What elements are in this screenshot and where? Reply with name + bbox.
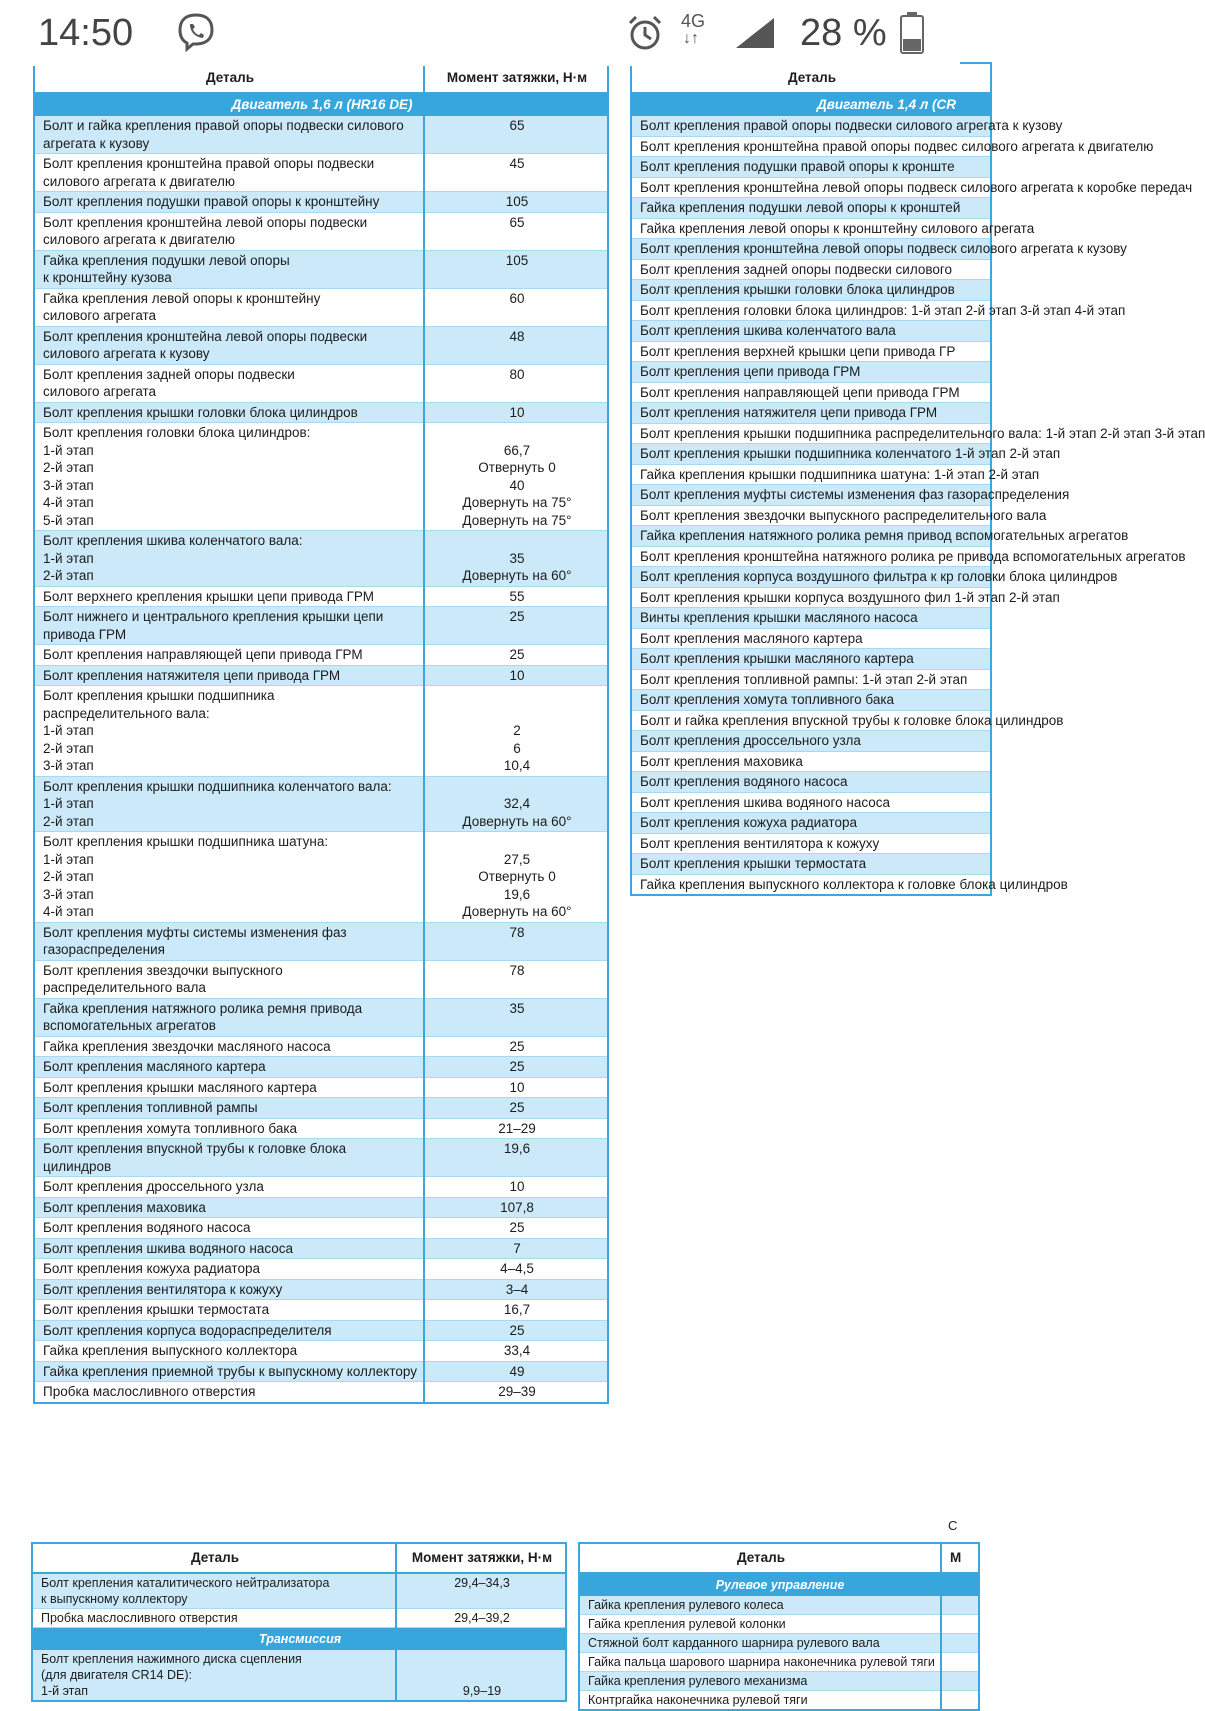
detail-cell: Гайка крепления левой опоры к кронштейну силового агрегата xyxy=(631,218,991,239)
detail-cell: Болт крепления дроссельного узла xyxy=(34,1177,424,1198)
table-row xyxy=(579,1596,979,1615)
detail-cell: Гайка крепления приемной трубы к выпускному коллектору xyxy=(34,1361,424,1382)
table-row xyxy=(631,362,991,383)
table-row xyxy=(34,1341,608,1362)
detail-cell: Стяжной болт карданного шарнира рулевого вала xyxy=(579,1634,941,1653)
table-row xyxy=(631,751,991,772)
detail-cell: Болт крепления задней опоры подвески силового xyxy=(631,259,991,280)
table-row xyxy=(631,546,991,567)
detail-cell: Болт крепления кожуха радиатора xyxy=(34,1259,424,1280)
table-row xyxy=(631,485,991,506)
torque-value-cell: 10 xyxy=(424,1077,608,1098)
torque-value-cell: 19,6 xyxy=(424,1139,608,1177)
detail-cell: Гайка крепления звездочки масляного насоса xyxy=(34,1036,424,1057)
detail-cell: Гайка крепления крышки подшипника шатуна: 1-й этап 2-й этап xyxy=(631,464,991,485)
column-header-torque: Момент затяжки, Н·м xyxy=(424,63,608,93)
table-row xyxy=(34,665,608,686)
table-row xyxy=(579,1691,979,1711)
torque-value-cell: 7 xyxy=(424,1238,608,1259)
torque-value-cell: 10 xyxy=(424,665,608,686)
detail-cell: Болт крепления подушки правой опоры к кронштейну xyxy=(34,192,424,213)
detail-cell: Болт крепления шкива коленчатого вала xyxy=(631,321,991,342)
detail-cell: Гайка крепления подушки левой опоры к кронштей xyxy=(631,198,991,219)
detail-cell: Болт крепления крышки подшипника шатуна: 1-й этап 2-й этап 3-й этап 4-й этап xyxy=(34,832,424,923)
table-row xyxy=(631,690,991,711)
torque-value-cell: 32,4 Довернуть на 60° xyxy=(424,776,608,832)
detail-cell: Гайка крепления выпускного коллектора xyxy=(34,1341,424,1362)
detail-cell: Болт крепления вентилятора к кожуху xyxy=(34,1279,424,1300)
table-row xyxy=(631,833,991,854)
table-row xyxy=(34,250,608,288)
detail-cell: Болт крепления шкива коленчатого вала: 1-й этап 2-й этап xyxy=(34,531,424,587)
detail-cell: Болт крепления крышки термостата xyxy=(631,854,991,875)
table-row xyxy=(631,444,991,465)
table-row xyxy=(34,960,608,998)
table-row xyxy=(579,1672,979,1691)
detail-cell: Пробка маслосливного отверстия xyxy=(34,1382,424,1403)
table-row xyxy=(631,218,991,239)
detail-cell: Болт крепления подушки правой опоры к кронште xyxy=(631,157,991,178)
table-row xyxy=(34,776,608,832)
table-row xyxy=(631,116,991,136)
detail-cell: Болт крепления крышки головки блока цилиндров xyxy=(631,280,991,301)
torque-table-cr14 xyxy=(630,62,1205,896)
table-row xyxy=(34,922,608,960)
torque-value-cell: 60 xyxy=(424,288,608,326)
column-header-detail: Деталь xyxy=(34,63,424,93)
detail-cell: Болт крепления дроссельного узла xyxy=(631,731,991,752)
detail-cell: Болт крепления впускной трубы к головке блока цилиндров xyxy=(34,1139,424,1177)
table-row xyxy=(631,341,991,362)
torque-value-cell: 105 xyxy=(424,192,608,213)
table-row xyxy=(34,1139,608,1177)
torque-value-cell: 25 xyxy=(424,1057,608,1078)
section-header: Рулевое управление xyxy=(579,1573,979,1596)
column-header-detail: Деталь xyxy=(32,1543,396,1573)
torque-value-cell: 80 xyxy=(424,364,608,402)
detail-cell: Болт крепления крышки корпуса воздушного фил 1-й этап 2-й этап xyxy=(631,587,991,608)
column-header-detail: Деталь xyxy=(631,63,991,93)
detail-cell: Болт крепления направляющей цепи привода ГРМ xyxy=(631,382,991,403)
detail-cell: Болт крепления звездочки выпускного распределительного вала xyxy=(631,505,991,526)
torque-value-cell: 16,7 xyxy=(424,1300,608,1321)
torque-table-steering xyxy=(578,1542,980,1711)
table-row xyxy=(34,607,608,645)
table-row xyxy=(631,649,991,670)
detail-cell: Болт крепления топливной рампы: 1-й этап 2-й этап xyxy=(631,669,991,690)
table-row xyxy=(631,177,991,198)
table-row xyxy=(631,567,991,588)
alarm-icon xyxy=(626,14,664,52)
torque-value-cell xyxy=(941,1653,979,1672)
table-row xyxy=(631,731,991,752)
viber-icon xyxy=(176,12,216,52)
torque-value-cell: 27,5 Отвернуть 0 19,6 Довернуть на 60° xyxy=(424,832,608,923)
detail-cell: Болт крепления муфты системы изменения фаз газораспределения xyxy=(34,922,424,960)
table-row xyxy=(34,212,608,250)
detail-cell: Болт крепления натяжителя цепи привода ГРМ xyxy=(631,403,991,424)
detail-cell: Болт крепления крышки масляного картера xyxy=(34,1077,424,1098)
table-row xyxy=(34,1238,608,1259)
torque-table-misc xyxy=(31,1542,567,1702)
detail-cell: Болт крепления хомута топливного бака xyxy=(34,1118,424,1139)
torque-value-cell: 29,4–39,2 xyxy=(396,1609,566,1628)
detail-cell: Болт крепления крышки подшипника распределительного вала: 1-й этап 2-й этап 3-й этап xyxy=(34,686,424,777)
detail-cell: Гайка крепления рулевого механизма xyxy=(579,1672,941,1691)
torque-value-cell: 78 xyxy=(424,922,608,960)
torque-value-cell: 66,7 Отвернуть 0 40 Довернуть на 75° Довернуть на 75° xyxy=(424,423,608,531)
torque-value-cell: 55 xyxy=(424,586,608,607)
table-row xyxy=(579,1653,979,1672)
torque-value-cell: 29,4–34,3 xyxy=(396,1573,566,1609)
detail-cell: Болт крепления кронштейна левой опоры подвески силового агрегата к кузову xyxy=(34,326,424,364)
table-row xyxy=(34,423,608,531)
torque-table-hr16 xyxy=(33,62,609,1404)
table-row xyxy=(34,288,608,326)
torque-value-cell: 107,8 xyxy=(424,1197,608,1218)
detail-cell: Болт крепления крышки подшипника коленчатого вала: 1-й этап 2-й этап xyxy=(34,776,424,832)
status-time: 14:50 xyxy=(38,12,134,54)
torque-value-cell xyxy=(941,1634,979,1653)
table-row xyxy=(631,321,991,342)
table-row xyxy=(34,1197,608,1218)
table-row xyxy=(34,1279,608,1300)
column-header-torque: М xyxy=(941,1543,979,1573)
detail-cell: Болт крепления крышки головки блока цилиндров xyxy=(34,402,424,423)
detail-cell: Болт крепления корпуса воздушного фильтра к кр головки блока цилиндров xyxy=(631,567,991,588)
detail-cell: Болт крепления крышки подшипника распределительного вала: 1-й этап 2-й этап 3-й этап xyxy=(631,423,991,444)
table-row xyxy=(631,403,991,424)
table-row xyxy=(34,116,608,154)
detail-cell: Болт крепления звездочки выпускного распределительного вала xyxy=(34,960,424,998)
torque-value-cell: 9,9–19 xyxy=(396,1650,566,1701)
table-row xyxy=(631,587,991,608)
torque-value-cell: 49 xyxy=(424,1361,608,1382)
table-row xyxy=(34,402,608,423)
table-row xyxy=(34,326,608,364)
detail-cell: Болт верхнего крепления крышки цепи привода ГРМ xyxy=(34,586,424,607)
column-header-detail: Деталь xyxy=(579,1543,941,1573)
table-row xyxy=(631,608,991,629)
detail-cell: Болт крепления направляющей цепи привода ГРМ xyxy=(34,645,424,666)
table-row xyxy=(34,1057,608,1078)
torque-value-cell: 105 xyxy=(424,250,608,288)
detail-cell: Гайка крепления натяжного ролика ремня привод вспомогательных агрегатов xyxy=(631,526,991,547)
torque-value-cell xyxy=(941,1596,979,1615)
table-row xyxy=(579,1615,979,1634)
table-row xyxy=(631,710,991,731)
detail-cell: Болт нижнего и центрального крепления крышки цепи привода ГРМ xyxy=(34,607,424,645)
torque-value-cell xyxy=(941,1615,979,1634)
detail-cell: Болт крепления хомута топливного бака xyxy=(631,690,991,711)
detail-cell: Гайка крепления выпускного коллектора к головке блока цилиндров xyxy=(631,874,991,895)
detail-cell: Болт крепления натяжителя цепи привода ГРМ xyxy=(34,665,424,686)
torque-value-cell: 25 xyxy=(424,645,608,666)
table-row xyxy=(631,198,991,219)
signal-icon xyxy=(734,16,776,50)
table-row xyxy=(34,1361,608,1382)
detail-cell: Болт крепления муфты системы изменения фаз газораспределения xyxy=(631,485,991,506)
battery-icon xyxy=(900,12,924,54)
torque-value-cell: 48 xyxy=(424,326,608,364)
table-row xyxy=(34,1218,608,1239)
detail-cell: Болт крепления кронштейна левой опоры подвески силового агрегата к двигателю xyxy=(34,212,424,250)
detail-cell: Болт крепления шкива водяного насоса xyxy=(34,1238,424,1259)
torque-value-cell: 35 Довернуть на 60° xyxy=(424,531,608,587)
table-row xyxy=(34,364,608,402)
detail-cell: Гайка крепления подушки левой опоры к кронштейну кузова xyxy=(34,250,424,288)
torque-value-cell: 33,4 xyxy=(424,1341,608,1362)
table-row xyxy=(631,464,991,485)
torque-value-cell: 78 xyxy=(424,960,608,998)
detail-cell: Болт крепления кронштейна левой опоры подвеск силового агрегата к кузову xyxy=(631,239,991,260)
table-row xyxy=(34,1098,608,1119)
table-row xyxy=(631,854,991,875)
detail-cell: Болт крепления задней опоры подвески силового агрегата xyxy=(34,364,424,402)
network-indicator xyxy=(681,12,705,48)
detail-cell: Болт крепления крышки термостата xyxy=(34,1300,424,1321)
detail-cell: Гайка крепления натяжного ролика ремня привода вспомогательных агрегатов xyxy=(34,998,424,1036)
detail-cell: Болт крепления головки блока цилиндров: 1-й этап 2-й этап 3-й этап 4-й этап 5-й этап xyxy=(34,423,424,531)
table-row xyxy=(631,280,991,301)
detail-cell: Болт крепления маховика xyxy=(34,1197,424,1218)
table-row xyxy=(34,1259,608,1280)
detail-cell: Болт крепления верхней крышки цепи привода ГР xyxy=(631,341,991,362)
table-row xyxy=(34,1077,608,1098)
torque-value-cell: 25 xyxy=(424,1036,608,1057)
detail-cell: Болт крепления шкива водяного насоса xyxy=(631,792,991,813)
table-row xyxy=(631,239,991,260)
table-row xyxy=(34,686,608,777)
torque-value-cell: 29–39 xyxy=(424,1382,608,1403)
torque-value-cell: 25 xyxy=(424,607,608,645)
table-row xyxy=(631,300,991,321)
table-row xyxy=(631,874,991,895)
detail-cell: Гайка пальца шарового шарнира наконечника рулевой тяги xyxy=(579,1653,941,1672)
detail-cell: Болт крепления кронштейна правой опоры подвески силового агрегата к двигателю xyxy=(34,154,424,192)
table-row xyxy=(34,998,608,1036)
table-row xyxy=(631,792,991,813)
table-row xyxy=(631,526,991,547)
detail-cell: Болт крепления цепи привода ГРМ xyxy=(631,362,991,383)
table-row xyxy=(631,505,991,526)
detail-cell: Болт крепления корпуса водораспределителя xyxy=(34,1320,424,1341)
torque-value-cell: 2 6 10,4 xyxy=(424,686,608,777)
torque-value-cell: 4–4,5 xyxy=(424,1259,608,1280)
table-row xyxy=(631,136,991,157)
table-row xyxy=(34,832,608,923)
detail-cell: Болт крепления масляного картера xyxy=(631,628,991,649)
section-header: Двигатель 1,6 л (HR16 DE) xyxy=(34,93,608,116)
detail-cell: Болт крепления масляного картера xyxy=(34,1057,424,1078)
section-header: Двигатель 1,4 л (CR xyxy=(631,93,991,116)
detail-cell: Болт крепления кронштейна правой опоры подвес силового агрегата к двигателю xyxy=(631,136,991,157)
table-row xyxy=(34,1382,608,1403)
detail-cell: Болт крепления головки блока цилиндров: 1-й этап 2-й этап 3-й этап 4-й этап xyxy=(631,300,991,321)
torque-value-cell: 35 xyxy=(424,998,608,1036)
table-row xyxy=(34,1036,608,1057)
detail-cell: Гайка крепления рулевой колонки xyxy=(579,1615,941,1634)
detail-cell: Болт и гайка крепления правой опоры подвески силового агрегата к кузову xyxy=(34,116,424,154)
torque-value-cell: 25 xyxy=(424,1098,608,1119)
table-row xyxy=(34,1177,608,1198)
table-row xyxy=(631,772,991,793)
torque-value-cell xyxy=(941,1691,979,1711)
section-header: Трансмиссия xyxy=(32,1628,566,1651)
detail-cell: Болт крепления правой опоры подвески силового агрегата к кузову xyxy=(631,116,991,136)
torque-value-cell xyxy=(941,1672,979,1691)
torque-value-cell: 21–29 xyxy=(424,1118,608,1139)
table-row xyxy=(631,423,991,444)
detail-cell: Болт крепления маховика xyxy=(631,751,991,772)
detail-cell: Болт крепления крышки подшипника коленчатого 1-й этап 2-й этап xyxy=(631,444,991,465)
status-bar xyxy=(0,0,960,66)
table-row xyxy=(34,1320,608,1341)
torque-value-cell: 10 xyxy=(424,1177,608,1198)
table-row xyxy=(34,1118,608,1139)
corner-label: С xyxy=(948,1518,958,1533)
detail-cell: Болт крепления водяного насоса xyxy=(34,1218,424,1239)
table-row xyxy=(631,259,991,280)
detail-cell: Болт крепления топливной рампы xyxy=(34,1098,424,1119)
torque-value-cell: 25 xyxy=(424,1218,608,1239)
table-row xyxy=(631,628,991,649)
table-row xyxy=(631,813,991,834)
table-row xyxy=(631,157,991,178)
torque-value-cell: 10 xyxy=(424,402,608,423)
network-type: 4G xyxy=(681,11,706,31)
detail-cell: Болт крепления каталитического нейтрализатора к выпускному коллектору xyxy=(32,1573,396,1609)
network-arrows-icon: ↓↑ xyxy=(683,30,699,47)
torque-value-cell: 3–4 xyxy=(424,1279,608,1300)
table-row xyxy=(34,531,608,587)
detail-cell: Болт и гайка крепления впускной трубы к головке блока цилиндров xyxy=(631,710,991,731)
table-row xyxy=(631,669,991,690)
battery-percent: 28 % xyxy=(800,12,887,54)
torque-value-cell: 65 xyxy=(424,116,608,154)
table-row xyxy=(34,586,608,607)
table-row xyxy=(579,1634,979,1653)
table-row xyxy=(32,1650,566,1701)
torque-value-cell: 65 xyxy=(424,212,608,250)
detail-cell: Болт крепления водяного насоса xyxy=(631,772,991,793)
detail-cell: Винты крепления крышки масляного насоса xyxy=(631,608,991,629)
table-row xyxy=(34,1300,608,1321)
torque-value-cell: 25 xyxy=(424,1320,608,1341)
table-row xyxy=(32,1573,566,1609)
table-row xyxy=(34,192,608,213)
detail-cell: Пробка маслосливного отверстия xyxy=(32,1609,396,1628)
table-row xyxy=(631,382,991,403)
detail-cell: Болт крепления кронштейна натяжного ролика ре привода вспомогательных агрегатов xyxy=(631,546,991,567)
table-row xyxy=(34,645,608,666)
detail-cell: Болт крепления кронштейна левой опоры подвеск силового агрегата к коробке передач xyxy=(631,177,991,198)
torque-value-cell: 45 xyxy=(424,154,608,192)
column-header-torque: Момент затяжки, Н·м xyxy=(396,1543,566,1573)
detail-cell: Болт крепления кожуха радиатора xyxy=(631,813,991,834)
detail-cell: Болт крепления вентилятора к кожуху xyxy=(631,833,991,854)
detail-cell: Болт крепления крышки масляного картера xyxy=(631,649,991,670)
detail-cell: Гайка крепления левой опоры к кронштейну силового агрегата xyxy=(34,288,424,326)
table-row xyxy=(32,1609,566,1628)
detail-cell: Гайка крепления рулевого колеса xyxy=(579,1596,941,1615)
detail-cell: Контргайка наконечника рулевой тяги xyxy=(579,1691,941,1711)
table-row xyxy=(34,154,608,192)
detail-cell: Болт крепления нажимного диска сцепления (для двигателя CR14 DE): 1-й этап xyxy=(32,1650,396,1701)
